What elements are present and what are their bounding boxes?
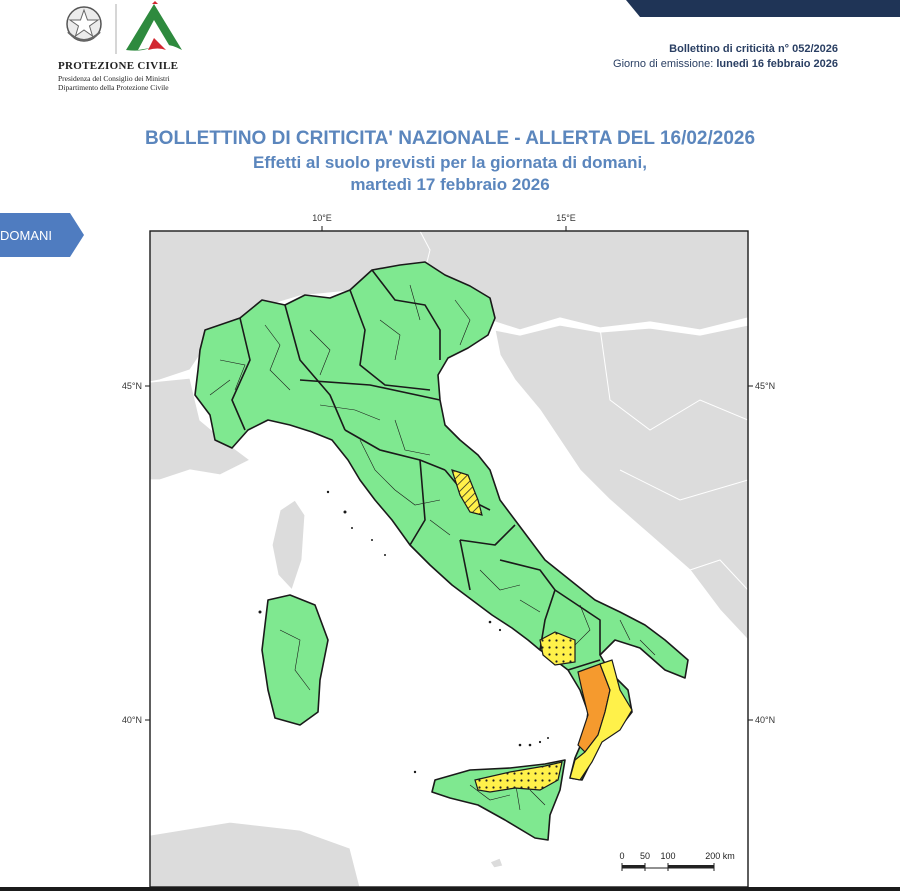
tab-domani-label: DOMANI	[0, 228, 52, 243]
lat-right-40: 40°N	[755, 715, 776, 725]
lon-label-10: 10°E	[312, 213, 332, 223]
alert-map	[0, 205, 900, 887]
lat-left-40: 40°N	[121, 715, 142, 725]
bulletin-meta	[613, 42, 838, 72]
issue-label: Giorno di emissione:	[613, 58, 717, 70]
lon-label-15: 15°E	[556, 213, 576, 223]
logo-block	[54, 0, 204, 100]
emblem-icon	[67, 7, 101, 41]
title-line-1: BOLLETTINO DI CRITICITA' NAZIONALE - ALLERTA DEL 16/02/2026	[144, 128, 756, 149]
scale-tick-100: 100	[660, 851, 676, 861]
org-sub-line-1: Presidenza del Consiglio dei Ministri	[58, 74, 170, 83]
org-name: PROTEZIONE CIVILE	[58, 60, 179, 72]
triangle-logo-icon	[126, 1, 182, 51]
lat-right-45: 45°N	[755, 381, 776, 391]
issue-date: lunedì 16 febbraio 2026	[716, 58, 838, 70]
title-line-3: martedì 17 febbraio 2026	[350, 175, 550, 194]
bottom-border	[0, 887, 900, 891]
bulletin-number: Bollettino di criticità n° 052/2026	[669, 43, 838, 55]
title-line-2: Effetti al suolo previsti per la giornata di domani,	[253, 153, 647, 172]
header-corner-bar	[640, 0, 900, 17]
scale-tick-200: 200 km	[705, 851, 735, 861]
org-subtitle	[58, 74, 218, 92]
scale-tick-50: 50	[639, 851, 651, 861]
lat-left-45: 45°N	[121, 381, 142, 391]
sardinia	[262, 595, 328, 725]
org-sub-line-2: Dipartimento della Protezione Civile	[58, 83, 169, 92]
protezione-civile-logo	[54, 0, 204, 60]
scale-tick-0: 0	[619, 851, 625, 861]
page-title	[0, 126, 900, 196]
